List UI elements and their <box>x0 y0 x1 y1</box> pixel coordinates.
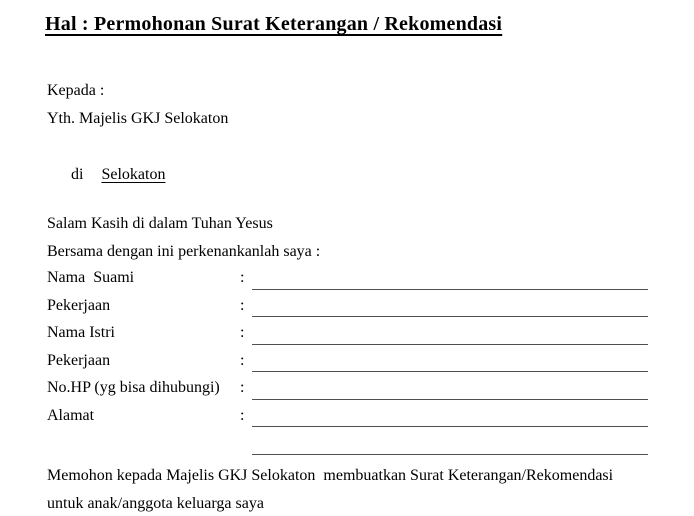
recipient-place-prefix: di <box>71 166 84 183</box>
field-blank-line-pekerjaan-suami[interactable] <box>252 316 648 317</box>
recipient-place: Selokaton <box>101 166 166 183</box>
field-label-no-hp: No.HP (yg bisa dihubungi) <box>47 379 220 396</box>
recipient-block <box>47 77 228 217</box>
salutation-block <box>47 210 320 266</box>
form-row-nama-istri <box>47 319 648 347</box>
form-row-pekerjaan-suami <box>47 292 648 320</box>
form-row-nama-suami <box>47 264 648 292</box>
field-blank-line-no-hp[interactable] <box>252 399 648 400</box>
field-blank-line-pekerjaan-istri[interactable] <box>252 371 648 372</box>
field-blank-line-nama-suami[interactable] <box>252 289 648 290</box>
field-separator: : <box>240 269 245 286</box>
field-separator: : <box>240 406 245 424</box>
recipient-kepada-label: Kepada : <box>47 82 105 99</box>
field-separator: : <box>240 324 245 341</box>
field-label-nama-suami: Nama Suami <box>47 269 135 286</box>
closing-line-2: untuk anak/anggota keluarga saya <box>47 495 264 512</box>
field-label-pekerjaan-suami: Pekerjaan <box>47 296 111 314</box>
form-row-no-hp <box>47 374 648 402</box>
closing-line-1: Memohon kepada Majelis GKJ Selokaton membuatkan Surat Keterangan/Rekomendasi <box>47 467 614 484</box>
field-blank-line-alamat[interactable] <box>252 426 648 427</box>
intro-text: Bersama dengan ini perkenankanlah saya : <box>47 243 321 260</box>
form-fields-block <box>47 264 648 457</box>
recipient-place-line <box>47 133 228 217</box>
recipient-addressee: Yth. Majelis GKJ Selokaton <box>47 110 229 127</box>
field-label-spacer <box>47 429 240 457</box>
form-row-alamat-continuation <box>47 429 648 457</box>
field-label-pekerjaan-istri: Pekerjaan <box>47 351 111 369</box>
field-blank-line-nama-istri[interactable] <box>252 344 648 345</box>
field-separator: : <box>240 351 245 369</box>
form-row-alamat <box>47 402 648 430</box>
field-blank-line-alamat-2[interactable] <box>252 454 648 455</box>
form-row-pekerjaan-istri <box>47 347 648 375</box>
field-label-nama-istri: Nama Istri <box>47 324 115 341</box>
closing-block <box>47 462 667 516</box>
field-separator: : <box>240 296 245 314</box>
document-title: Hal : Permohonan Surat Keterangan / Rekomendasi <box>45 13 503 35</box>
salutation-text: Salam Kasih di dalam Tuhan Yesus <box>47 215 273 232</box>
field-label-alamat: Alamat <box>47 406 95 424</box>
field-separator: : <box>240 379 245 396</box>
